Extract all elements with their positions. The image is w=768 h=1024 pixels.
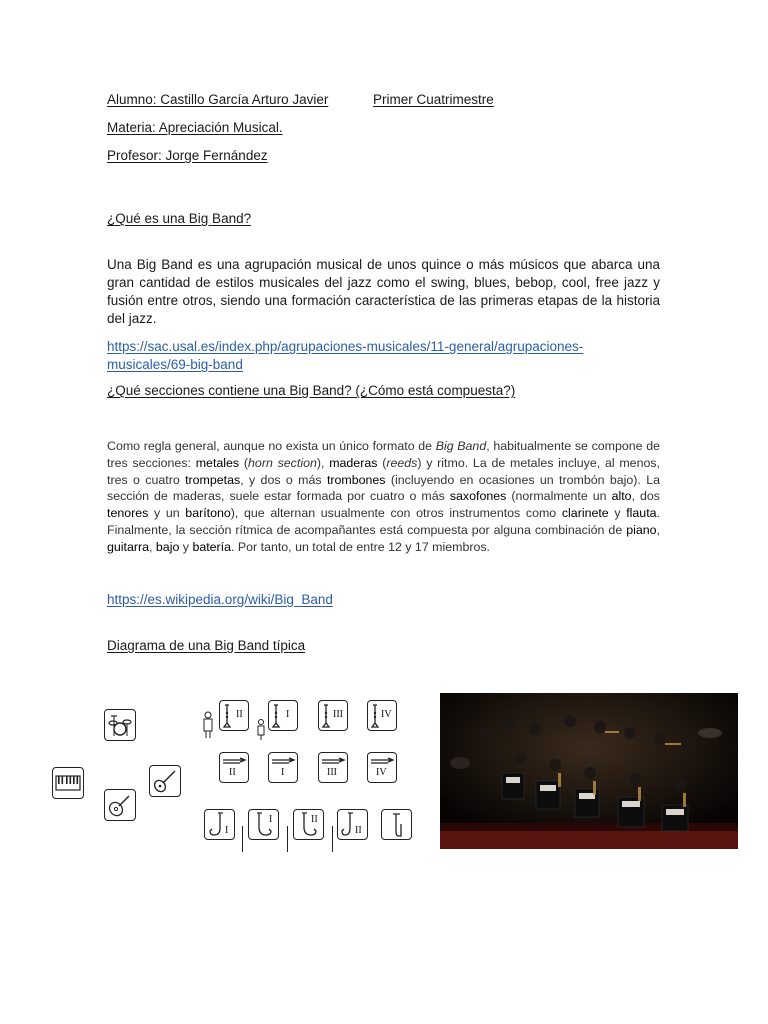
answer-term: maderas: [329, 455, 378, 470]
answer-text: (: [377, 455, 387, 470]
saxophone-part-label: I: [225, 825, 229, 836]
answer-term: alto: [611, 489, 632, 504]
answer-emphasis: horn section: [248, 455, 317, 470]
trumpet-part-label: I: [286, 709, 290, 720]
answer-text: , y dos o más: [240, 472, 327, 487]
teacher-label: Profesor: Jorge Fernández: [107, 148, 268, 163]
answer-text: . Por tanto, un total de entre 12 y 17 miembros.: [231, 539, 490, 554]
trombone-icon: [219, 752, 249, 783]
answer-text: ),: [316, 455, 330, 470]
drums-icon: [104, 709, 136, 741]
answer-emphasis: reeds: [386, 455, 418, 470]
trombone-icon: [268, 752, 298, 783]
saxophone-part-label: II: [311, 814, 318, 825]
answer-text: y: [179, 539, 193, 554]
trombone-icon: [367, 752, 397, 783]
answer-text: ,: [149, 539, 156, 554]
source-link-usal-line1[interactable]: https://sac.usal.es/index.php/agrupaciones-musicales/11-general/agrupaciones-: [107, 339, 584, 354]
answer-text: y: [608, 506, 627, 521]
answer-text: , habitualmente se compone de tres secciones:: [107, 439, 660, 470]
answer-text: ,: [656, 522, 660, 537]
answer-term: trombones: [326, 472, 386, 487]
answer-text: (incluyendo en ocasiones un trombón bajo). La sección de maderas, suele estar formada por cuatro o más: [107, 472, 661, 504]
trumpet-part-label: II: [236, 709, 243, 720]
answer-text: ) y ritmo. La de metales incluye, al menos, tres o cuatro: [107, 455, 660, 487]
answer-term: trompetas: [185, 472, 241, 487]
saxophone-icon: [248, 809, 279, 840]
answer-text: (: [239, 455, 249, 470]
answer-emphasis: Big Band: [435, 439, 487, 453]
trumpet-icon: [219, 700, 249, 731]
answer-term: guitarra: [107, 539, 150, 554]
conductor-icon: [200, 709, 216, 739]
student-name: Alumno: Castillo García Arturo Javier: [107, 92, 329, 107]
trumpet-part-label: III: [333, 709, 343, 720]
trumpet-icon: [367, 700, 397, 731]
trombone-icon: [318, 752, 348, 783]
answer-text: , dos: [631, 489, 660, 504]
trombone-part-label: I: [281, 767, 285, 778]
answer-sections: [107, 438, 660, 574]
subject-label: Materia: Apreciación Musical.: [107, 120, 283, 135]
answer-term: bajo: [155, 539, 180, 554]
answer-term: clarinete: [561, 506, 609, 521]
answer-text: . Finalmente, la sección rítmica de acompañantes está compuesta por alguna combinación de: [107, 506, 660, 537]
answer-term: tenores: [107, 506, 149, 521]
guitar-icon: [104, 789, 136, 821]
saxophone-part-label: II: [355, 825, 362, 836]
question-what-is-big-band: ¿Qué es una Big Band?: [107, 211, 252, 226]
piano-icon: [52, 767, 84, 799]
question-sections: ¿Qué secciones contiene una Big Band? (¿Cómo está compuesta?): [107, 383, 516, 398]
answer-term: flauta: [626, 506, 657, 521]
baritone-saxophone-icon: [381, 809, 412, 840]
saxophone-icon: [337, 809, 368, 840]
trombone-part-label: II: [229, 767, 236, 778]
big-band-photo: [440, 693, 738, 849]
source-link-wikipedia[interactable]: [107, 592, 333, 607]
answer-term: barítono: [185, 506, 231, 521]
saxophone-part-label: I: [269, 814, 273, 825]
vocalist-icon: [255, 718, 267, 740]
clarinet-icon: [242, 826, 247, 852]
saxophone-icon: [293, 809, 324, 840]
source-link-wikipedia-text[interactable]: https://es.wikipedia.org/wiki/Big_Band: [107, 592, 333, 607]
answer-text: y un: [148, 506, 186, 521]
bass-guitar-icon: [149, 765, 181, 797]
term-label: Primer Cuatrimestre: [373, 92, 494, 107]
answer-term: batería: [192, 539, 232, 554]
trumpet-part-label: IV: [381, 709, 392, 720]
source-link-usal[interactable]: [107, 338, 660, 374]
answer-text: (normalmente un: [506, 489, 612, 504]
answer-term: metales: [195, 455, 240, 470]
answer-text: ), que alternan usualmente con otros instrumentos como: [230, 506, 562, 521]
clarinet-icon: [287, 826, 292, 852]
trumpet-icon: [318, 700, 348, 731]
saxophone-icon: [204, 809, 235, 840]
answer-text: Como regla general, aunque no exista un único formato de: [107, 439, 436, 453]
source-link-usal-line2[interactable]: musicales/69-big-band: [107, 357, 243, 372]
trumpet-icon: [268, 700, 298, 731]
answer-term: saxofones: [449, 489, 507, 504]
answer-term: piano: [626, 522, 657, 537]
diagram-title: Diagrama de una Big Band típica: [107, 638, 306, 653]
trombone-part-label: IV: [376, 767, 387, 778]
answer-what-is-big-band: Una Big Band es una agrupación musical de unos quince o más músicos que abarca una gran cantidad de estilos musicales del jazz como el swing, blues, bebop, cool, free jazz y fusión entre otros, siendo una formación característica de las primeras etapas de la historia del jazz.: [107, 257, 660, 326]
trombone-part-label: III: [327, 767, 337, 778]
